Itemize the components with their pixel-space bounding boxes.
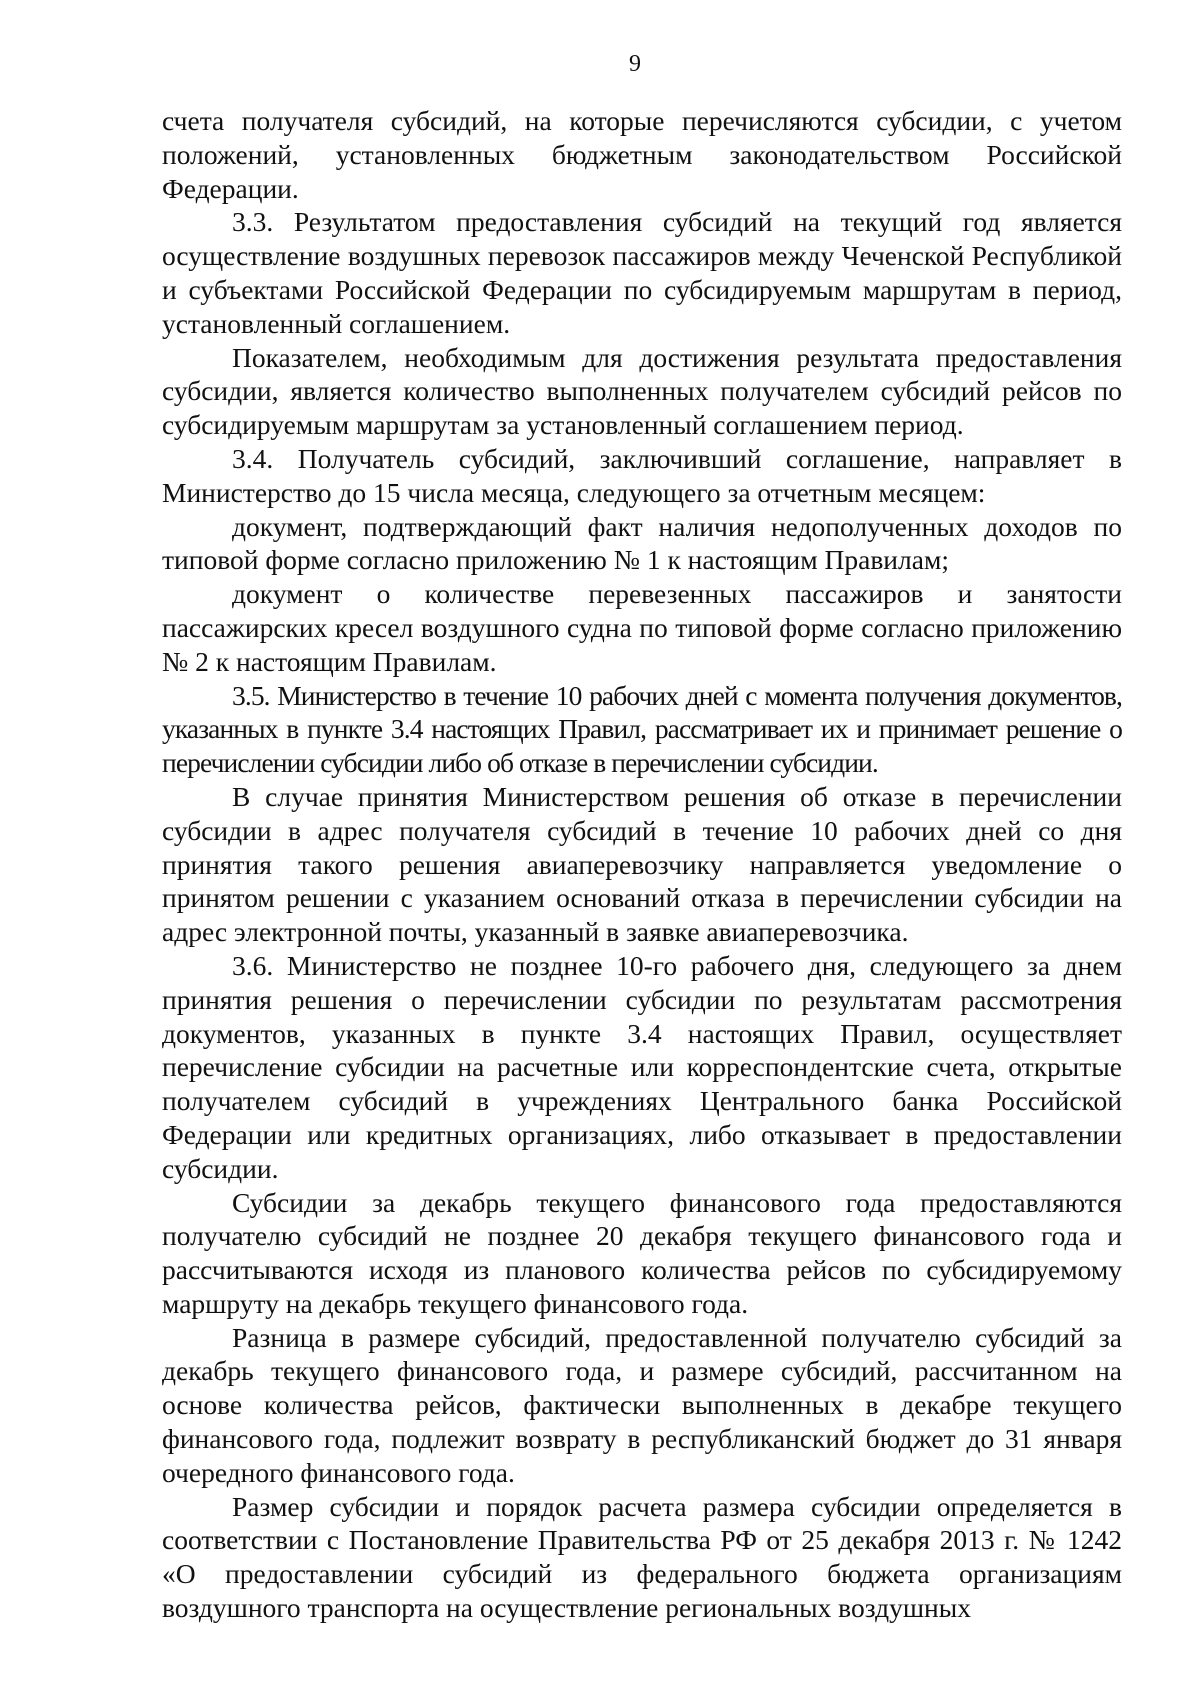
paragraph-3-4: 3.4. Получатель субсидий, заключивший соглашение, направляет в Министерство до 15 числа месяца, следующего за отчетным месяцем:	[162, 442, 1122, 508]
paragraph-document-income: документ, подтверждающий факт наличия недополученных доходов по типовой форме согласно приложению № 1 к настоящим Правилам;	[162, 510, 1122, 576]
paragraph-indicator: Показателем, необходимым для достижения результата предоставления субсидии, является количество выполненных получателем субсидий рейсов по субсидируемым маршрутам за установленный соглашением период.	[162, 341, 1122, 441]
paragraph-december: Субсидии за декабрь текущего финансового года предоставляются получателю субсидий не позднее 20 декабря текущего финансового года и рассчитываются исходя из планового количества рейсов по субсидируемому маршруту на декабрь текущего финансового года.	[162, 1186, 1122, 1319]
paragraph-document-passengers: документ о количестве перевезенных пассажиров и занятости пассажирских кресел воздушного судна по типовой форме согласно приложению № 2 к настоящим Правилам.	[162, 578, 1122, 677]
paragraph-3-3: 3.3. Результатом предоставления субсидий на текущий год является осуществление воздушных перевозок пассажиров между Чеченской Республикой и субъектами Российской Федерации по субсидируемым маршрутам в период, установленный соглашением.	[162, 206, 1122, 339]
paragraph-refusal: В случае принятия Министерством решения об отказе в перечислении субсидии в адрес получателя субсидий в течение 10 рабочих дней со дня принятия такого решения авиаперевозчику направляется уведомление о принятом решении с указанием оснований отказа в перечислении субсидии на адрес электронной почты, указанный в заявке авиаперевозчика.	[162, 780, 1122, 948]
paragraph-size: Размер субсидии и порядок расчета размера субсидии определяется в соответствии с Постановление Правительства РФ от 25 декабря 2013 г. № 1242 «О предоставлении субсидий из федерального бюджета организациям воздушного транспорта на осуществление региональных воздушных	[162, 1490, 1122, 1624]
document-body	[162, 104, 1122, 1625]
paragraph-3-5: 3.5. Министерство в течение 10 рабочих дней с момента получения документов, указанных в пункте 3.4 настоящих Правил, рассматривает их и принимает решение о перечислении субсидии либо об отказе в перечислении субсидии.	[162, 679, 1122, 779]
paragraph-continuation: счета получателя субсидий, на которые перечисляются субсидии, с учетом положений, установленных бюджетным законодательством Российской Федерации.	[162, 105, 1122, 204]
paragraph-difference: Разница в размере субсидий, предоставленной получателю субсидий за декабрь текущего финансового года, и размере субсидий, рассчитанном на основе количества рейсов, фактически выполненных в декабре текущего финансового года, подлежит возврату в республиканский бюджет до 31 января очередного финансового года.	[162, 1321, 1122, 1488]
page-number: 9	[629, 51, 641, 77]
paragraph-3-6: 3.6. Министерство не позднее 10-го рабочего дня, следующего за днем принятия решения о перечислении субсидии по результатам рассмотрения документов, указанных в пункте 3.4 настоящих Правил, осуществляет перечисление субсидии на расчетные или корреспондентские счета, открытые получателем субсидий в учреждениях Центрального банка Российской Федерации или кредитных организациях, либо отказывает в предоставлении субсидии.	[162, 949, 1122, 1184]
